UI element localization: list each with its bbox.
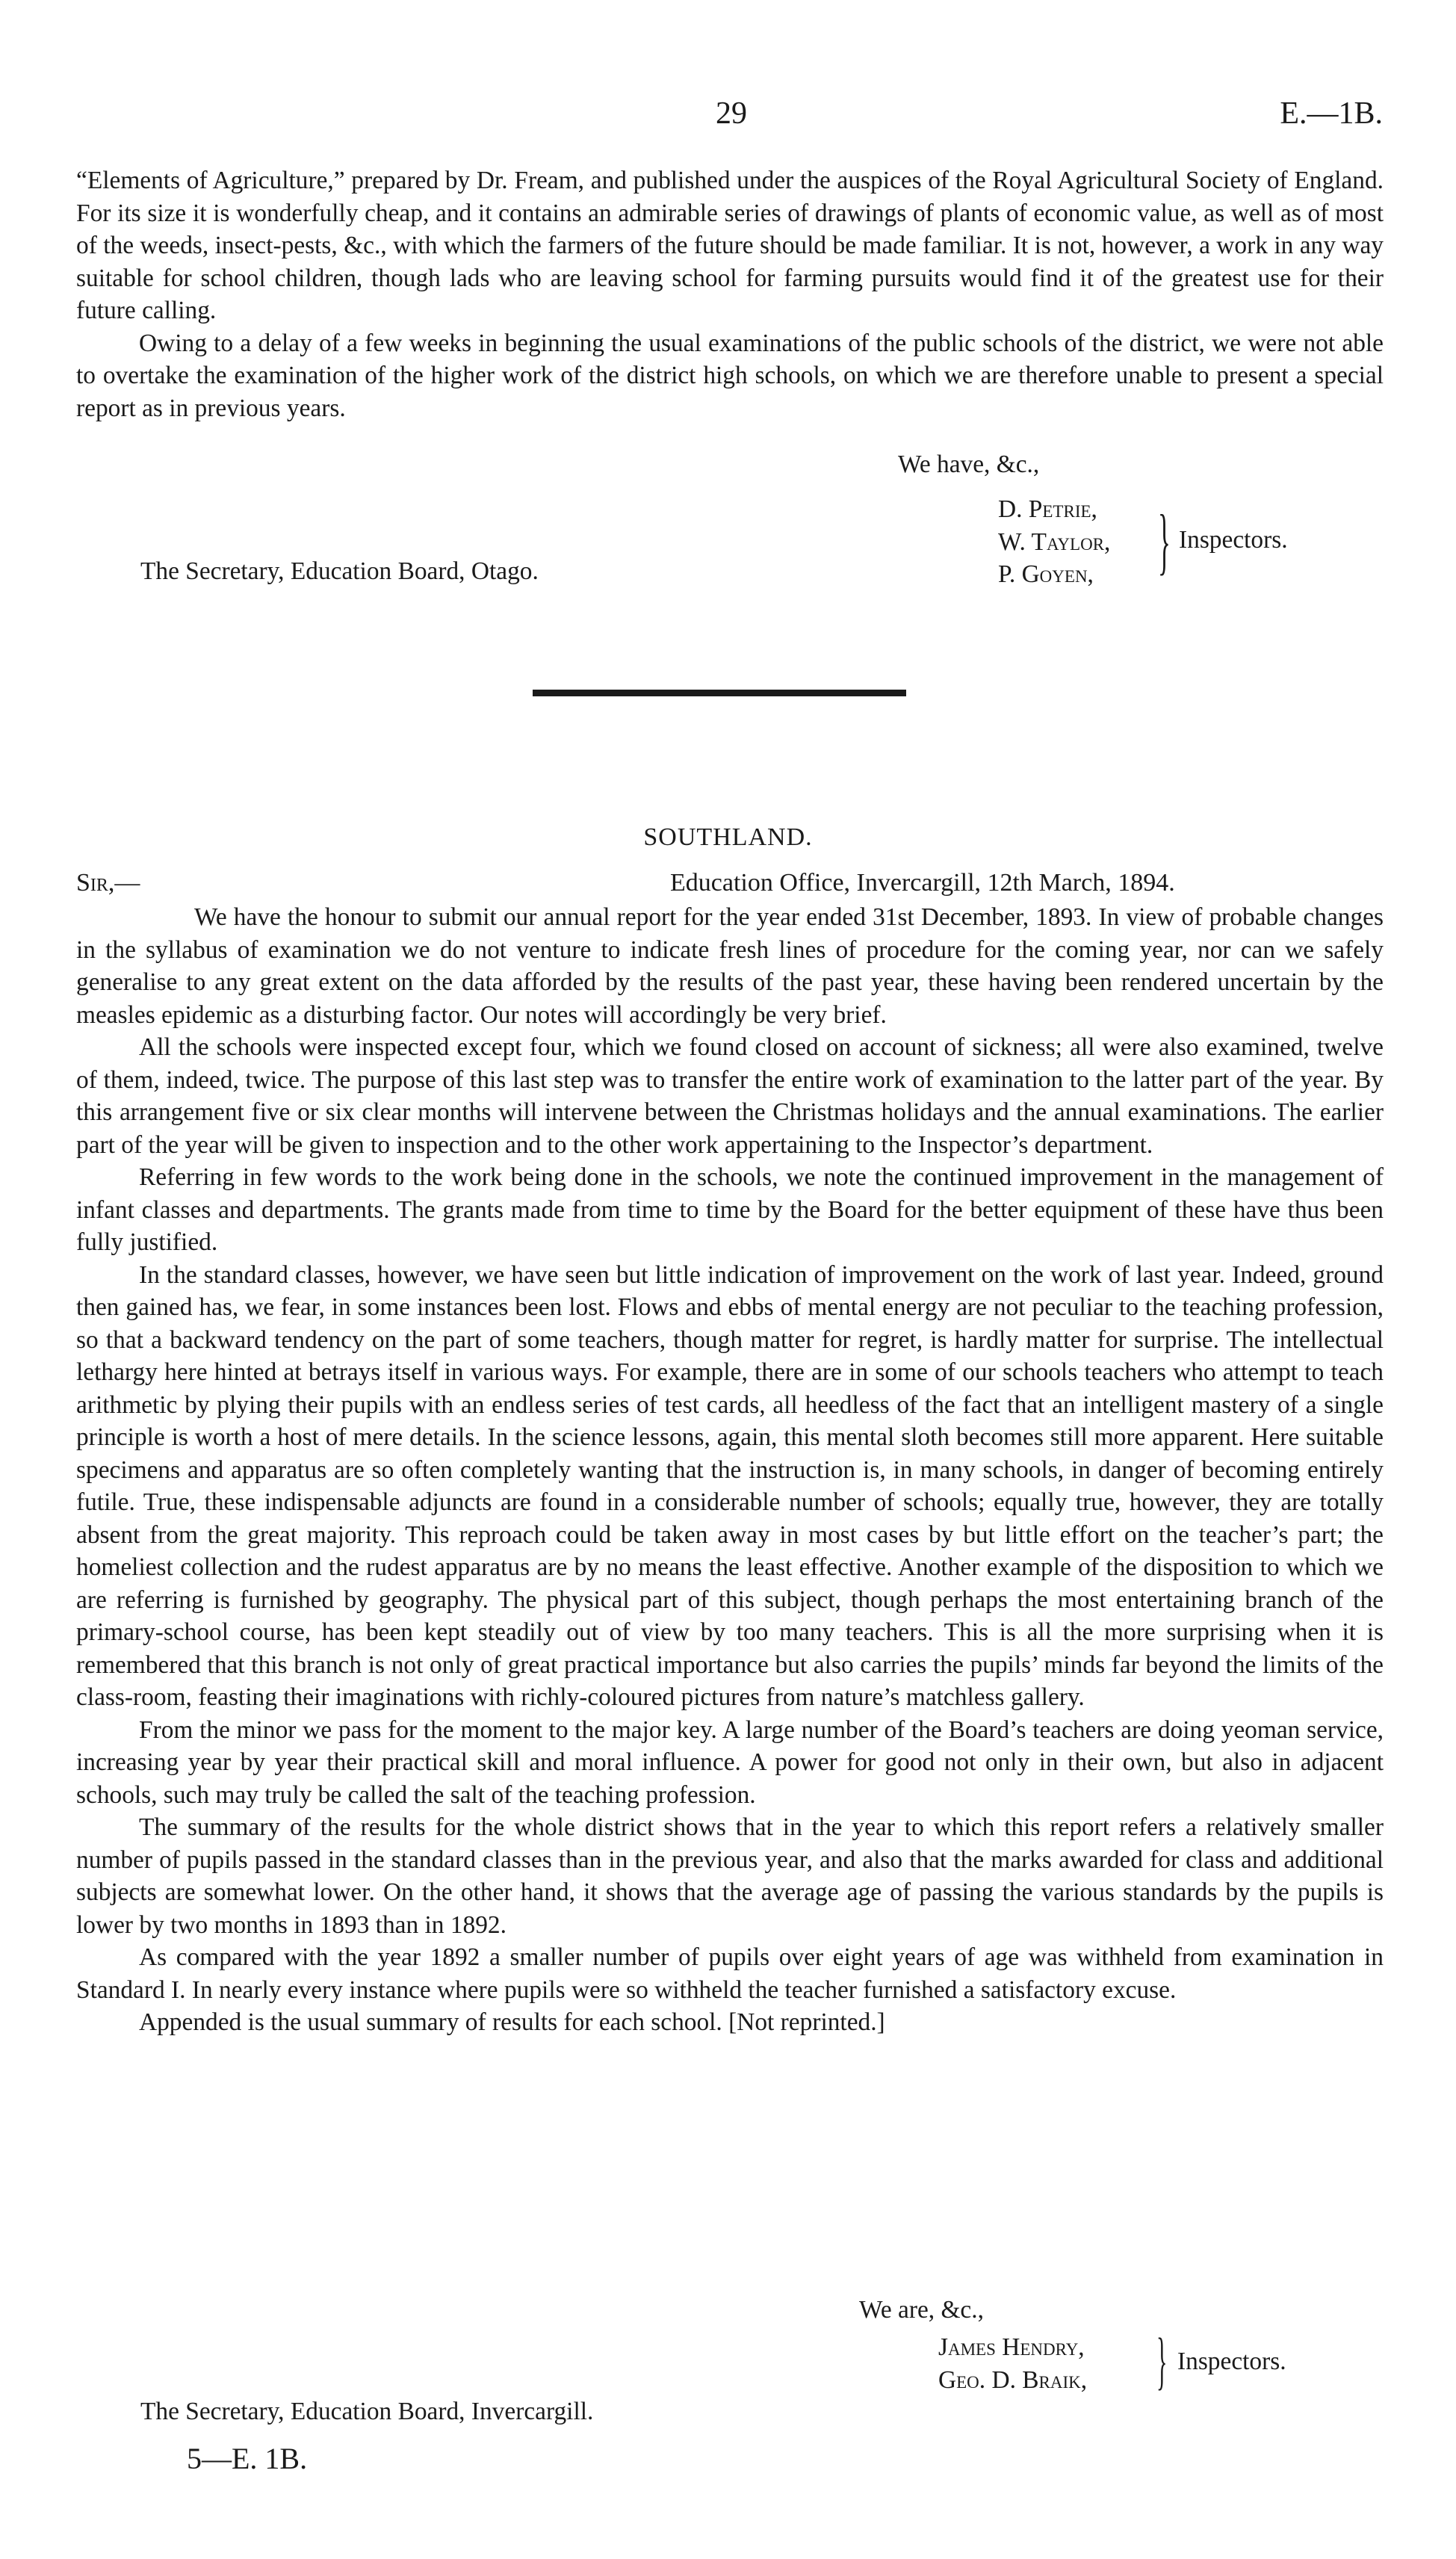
otago-paragraph: Owing to a delay of a few weeks in beginning the usual examinations of the public schools of the district, we were not able to overtake the examination of the higher work of the district high schools, on which we are therefore unable to present a special report as in previous years. bbox=[76, 329, 1384, 422]
section-title: SOUTHLAND. bbox=[643, 823, 813, 851]
southland-paragraph: As compared with the year 1892 a smaller number of pupils over eight years of age was withheld from examination in Standard I. In nearly every instance where pupils were so withheld the teacher furnished a satisfactory excuse. bbox=[76, 1943, 1384, 2004]
dateline: Education Office, Invercargill, 12th March, 1894. bbox=[670, 869, 1175, 897]
signatory-name: D. Petrie, bbox=[998, 495, 1097, 523]
otago-addressee: The Secretary, Education Board, Otago. bbox=[140, 557, 539, 585]
document-reference: E.—1B. bbox=[1280, 96, 1383, 131]
signatory-name: P. Goyen, bbox=[998, 560, 1094, 588]
section-divider bbox=[533, 690, 906, 696]
signature-brace: } bbox=[1156, 2324, 1168, 2396]
southland-paragraph: Appended is the usual summary of results for each school. [Not reprinted.] bbox=[139, 2008, 885, 2036]
southland-paragraph: All the schools were inspected except four, which we found closed on account of sickness; all were also examined, twelve of them, indeed, twice. The purpose of this last step was to transfer the entire work of examination to the latter part of the year. By this arrangement five or six clear months will intervene between the Christmas holidays and the annual examinations. The earlier part of the year will be given to inspection and to the other work appertaining to the Inspector’s department. bbox=[76, 1033, 1384, 1159]
signature-mark: 5—E. 1B. bbox=[187, 2442, 308, 2475]
southland-paragraph: From the minor we pass for the moment to the major key. A large number of the Board’s teachers are doing yeoman service, increasing year by year their practical skill and moral influence. A power for good not only in their own, but also in adjacent schools, such may truly be called the salt of the teaching profession. bbox=[76, 1715, 1384, 1809]
southland-report-body bbox=[76, 901, 1384, 2039]
otago-closing: We have, &c., bbox=[898, 451, 1040, 478]
southland-paragraph: We have the honour to submit our annual report for the year ended 31st December, 1893. In view of probable changes in the syllabus of examination we do not venture to indicate fresh lines of procedure for the coming year, nor can we safely generalise to any great extent on the data afforded by the results of the past year, these having been rendered uncertain by the measles epidemic as a disturbing factor. Our notes will accordingly be very brief. bbox=[76, 903, 1384, 1029]
otago-paragraph: “Elements of Agriculture,” prepared by Dr. Fream, and published under the auspices of the Royal Agricultural Society of England. For its size it is wonderfully cheap, and it contains an admirable series of drawings of plants of economic value, as well as of most of the weeds, insect-pests, &c., with which the farmers of the future should be made familiar. It is not, however, a work in any way suitable for school children, though lads who are leaving school for farming pursuits would find it of the greatest use for their future calling. bbox=[76, 167, 1384, 324]
salutation bbox=[76, 869, 140, 897]
signatory-name: James Hendry, bbox=[938, 2333, 1085, 2361]
southland-signatories bbox=[938, 2331, 1087, 2396]
southland-signature-block bbox=[938, 2324, 1387, 2402]
page-number: 29 bbox=[716, 96, 747, 131]
signatory-name: W. Taylor, bbox=[998, 527, 1111, 556]
otago-signature-block bbox=[998, 493, 1387, 594]
otago-report-body bbox=[76, 164, 1384, 424]
southland-paragraph: In the standard classes, however, we have seen but little indication of improvement on the work of last year. Indeed, ground then gained has, we fear, in some instances been lost. Flows and ebbs of mental energy are not peculiar to the teaching profession, so that a backward tendency on the part of some teachers, though matter for regret, is hardly matter for surprise. The intellectual lethargy here hinted at betrays itself in various ways. For example, there are in some of our schools teachers who attempt to teach arithmetic by plying their pupils with an endless series of test cards, all heedless of the fact that an intelligent mastery of a single principle is worth a host of mere details. In the science lessons, again, this mental sloth becomes still more apparent. Here suitable specimens and apparatus are so often completely wanting that the instruction is, in many schools, in danger of becoming entirely futile. True, these indispensable adjuncts are found in a considerable number of schools; equally true, however, they are totally absent from the great majority. This reproach could be taken away in most cases by but little effort on the teacher’s part; the homeliest collection and the rudest apparatus are by no means the least effective. Another example of the disposition to which we are referring is furnished by geography. The physical part of this subject, though perhaps the most entertaining branch of the primary-school course, has been kept steadily out of view by too many teachers. This is all the more surprising when it is remembered that this branch is not only of great practical importance but also carries the pupils’ minds far beyond the limits of the class-room, feasting their imaginations with richly-coloured pictures from nature’s matchless gallery. bbox=[76, 1260, 1384, 1711]
southland-paragraph: The summary of the results for the whole district shows that in the year to which this report refers a relatively smaller number of pupils passed in the standard classes than in the previous year, and also that the marks awarded for class and additional subjects are somewhat lower. On the other hand, it shows that the average age of passing the various standards by the pupils is lower by two months in 1893 than in 1892. bbox=[76, 1813, 1384, 1939]
salutation-text: Sir,— bbox=[76, 869, 140, 897]
southland-signatories-role: Inspectors. bbox=[1177, 2348, 1286, 2375]
page-header bbox=[0, 96, 1456, 140]
signatory-name: Geo. D. Braik, bbox=[938, 2365, 1088, 2394]
southland-addressee: The Secretary, Education Board, Invercargill. bbox=[140, 2398, 594, 2425]
southland-closing: We are, &c., bbox=[859, 2296, 984, 2324]
otago-signatories-role: Inspectors. bbox=[1179, 526, 1288, 554]
signature-brace: } bbox=[1158, 499, 1171, 582]
otago-signatories bbox=[998, 493, 1110, 591]
southland-paragraph: Referring in few words to the work being done in the schools, we note the continued improvement in the management of infant classes and departments. The grants made from time to time by the Board for the better equipment of these have thus been fully justified. bbox=[76, 1163, 1384, 1256]
